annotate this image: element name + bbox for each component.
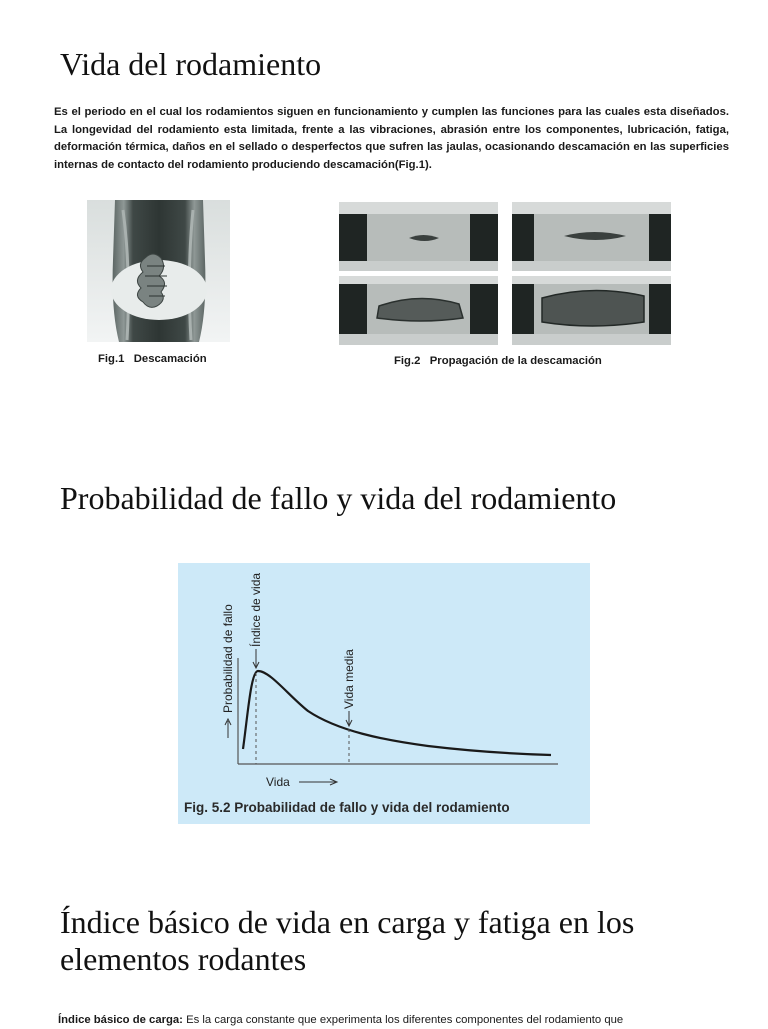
failure-probability-figure [178, 563, 590, 824]
failure-probability-curve [243, 671, 551, 755]
intro-paragraph: Es el periodo en el cual los rodamientos siguen en funcionamiento y cumplen las funciones para las cuales esta diseñados. La longevidad del rodamiento esta limitada, frente a las vibraciones, abrasión entre los componentes, lubricación, fatiga, deformación térmica, daños en el sellado o desperfectos que sufren las jaulas, ocasionando descamación en las superficies internas de contacto del rodamiento produciendo descamación(Fig.1). [54, 106, 729, 171]
section-title-indice-basico: Índice básico de vida en carga y fatiga en los elementos rodantes [60, 904, 635, 977]
section-title-probabilidad-de-fallo: Probabilidad de fallo y vida del rodamiento [60, 480, 617, 516]
indice-basico-term: Índice básico de carga: [58, 1014, 183, 1026]
spalling-photo-4 [512, 276, 671, 345]
y-axis-label: Probabilidad de fallo [221, 604, 235, 713]
figure-5-2-caption: Fig. 5.2 Probabilidad de fallo y vida del rodamiento [184, 800, 510, 815]
indice-basico-paragraph [58, 1012, 718, 1029]
spalling-photo-1 [339, 202, 498, 271]
spalling-photo-3 [339, 276, 498, 345]
spalling-photo-2 [512, 202, 671, 271]
spalling-propagation-photos [339, 202, 671, 345]
indice-basico-text: Es la carga constante que experimenta los diferentes componentes del rodamiento que [182, 1014, 624, 1026]
indice-de-vida-label: Índice de vida [249, 572, 263, 647]
section-title-vida-del-rodamiento: Vida del rodamiento [60, 46, 322, 82]
fig1-caption: Fig.1 Descamación [98, 353, 207, 365]
x-axis-label: Vida [266, 775, 290, 789]
fig2-caption: Fig.2 Propagación de la descamación [394, 355, 602, 367]
vida-media-label: Vida media [342, 649, 356, 709]
bearing-descamacion-photo [87, 200, 230, 342]
